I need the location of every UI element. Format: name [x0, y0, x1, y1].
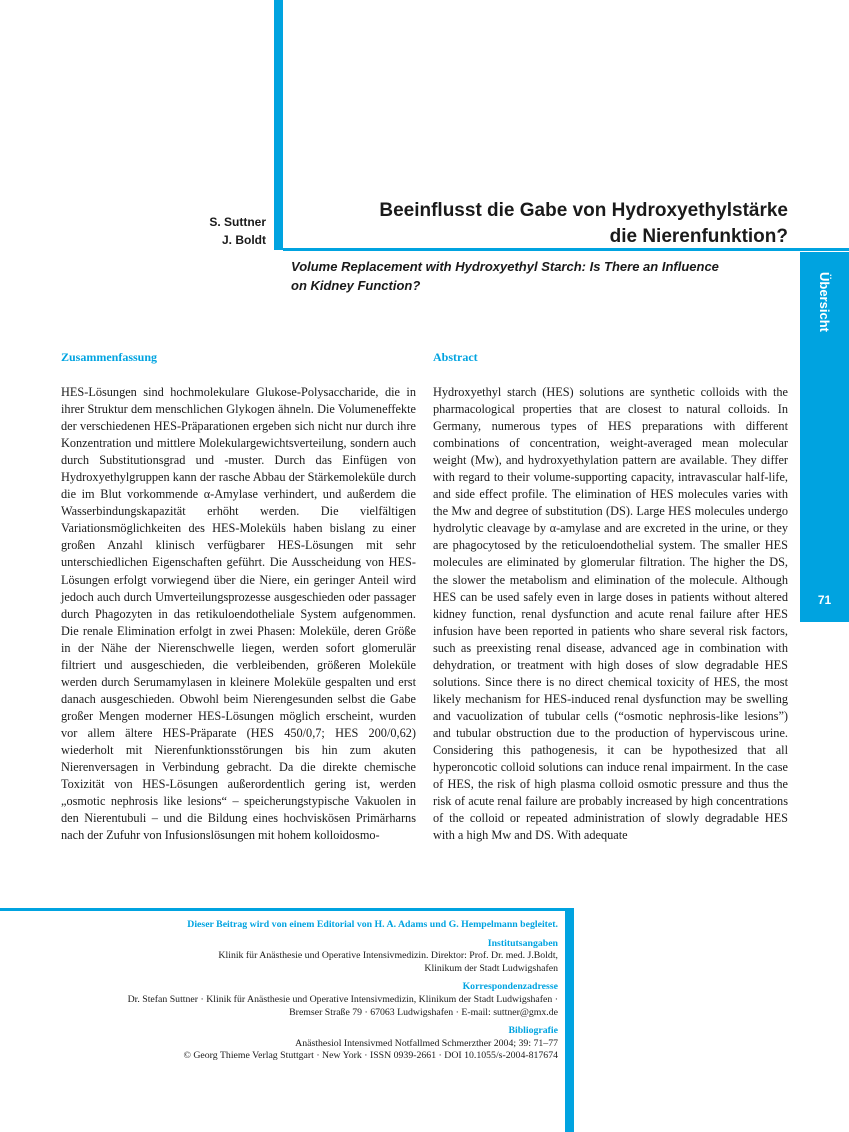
korrespondenz-line: Dr. Stefan Suttner · Klinik für Anästhesie und Operative Intensivmedizin, Klinikum der Stadt Ludwigshafen ·	[127, 993, 558, 1005]
author-name: S. Suttner	[209, 215, 266, 229]
bottom-accent-bar	[565, 908, 574, 1132]
footer-info	[18, 919, 558, 1063]
bibliografie-line: Anästhesiol Intensivmed Notfallmed Schmerzther 2004; 39: 71–77	[295, 1037, 558, 1049]
abstract-text: Hydroxyethyl starch (HES) solutions are synthetic colloids with the pharmacological properties that are closest to natural colloids. In Germany, numerous types of HES preparations with different combinations of concentration, weight-averaged mean molecular weight (Mw), and hydroxyethylation pattern are available. They differ with regard to their volume-supporting capacity, intravascular half-life, and side effect profile. The elimination of HES molecules varies with the Mw and degree of substitution (DS). Large HES molecules undergo hydrolytic cleavage by α-amylase and are excreted in the urine, or they are phagocytosed by the reticuloendothelial system. The smaller HES molecules are eliminated by glomerular filtration. The higher the DS, the slower the metabolism and elimination of the molecule. Although HES can be used safely even in large doses in patients without altered kidney function, renal dysfunction and acute renal failure after HES infusion have been reported in patients who share several risk factors, such as preexisting renal disease, advanced age in combination with dehydration, or treatment with high doses of slow degradable HES solutions. Since there is no direct chemical toxicity of HES, the most likely mechanism for HES-induced renal dysfunction may be swelling and vacuolization of tubular cells (“osmotic nephrosis-like lesions”) and tubular obstruction due to the production of hyperviscous urine. Considering this pathogenesis, it can be hypothesized that all hyperoncotic colloid solutions can induce renal impairment. In the case of HES, the risk of high plasma colloid osmotic pressure and thus the risk of acute renal failure are probably increased by high concentrations of the colloid or repeated administration of slowly degradable HES with a high Mw and DS. With adequate	[433, 385, 788, 843]
zusammenfassung-text: HES-Lösungen sind hochmolekulare Glukose-Polysaccharide, die in ihrer Struktur dem menschlichen Glykogen ähneln. Die Volumeneffekte der verschiedenen HES-Präparationen ergeben sich nicht nur durch ihre Konzentration und mittlere Molekulargewichtsverteilung, sondern auch durch Substitutionsgrad und -muster. Durch das Einfügen von Hydroxyethylgruppen kann der rasche Abbau der Stärkemoleküle durch die im Blut vorkommende α-Amylase verhindert, und außerdem die Wasserbindungskapazität erhöht werden. Die vielfältigen Variationsmöglichkeiten des HES-Moleküls haben bislang zu einer großen Anzahl klinisch verfügbarer HES-Lösungen mit sehr unterschiedlichen Eigenschaften geführt. Die Ausscheidung von HES-Lösungen erfolgt vorwiegend über die Niere, ein geringer Anteil wird jedoch auch durch Umverteilungsprozesse ausgeschieden oder passager durch Phagozyten in das retikuloendotheliale System aufgenommen. Die renale Elimination erfolgt in zwei Phasen: Moleküle, deren Größe in der Nähe der Nierenschwelle liegen, werden sofort glomerulär filtriert und ausgeschieden, die verbleibenden, größeren Moleküle werden durch Serumamylasen in kleinere Moleküle gespalten und erst danach ausgeschieden. Obwohl beim Nierengesunden selbst die Gabe großer Mengen moderner HES-Lösungen möglich erscheint, wurden vor allem ältere HES-Präparate (HES 450/0,7; HES 200/0,62) wiederholt mit Nierenfunktionsstörungen bis hin zum akuten Nierenversagen in Verbindung gebracht. Da die direkte chemische Toxizität von HES-Lösungen außerordentlich gering ist, werden „osmotic nephrosis like lesions“ – speicherungstypische Vakuolen in den Nierentubuli – und die Bildung eines hochviskösen Primärharns nach der Zufuhr von Infusionslösungen mit hohem kolloidosmo-	[61, 385, 416, 843]
abstract-heading: Abstract	[433, 350, 478, 364]
footer-rule	[0, 908, 568, 911]
section-side-tab	[800, 252, 849, 622]
author-list	[209, 213, 266, 249]
subtitle-line: on Kidney Function?	[291, 278, 421, 293]
article-title	[300, 198, 788, 250]
editorial-note: Dieser Beitrag wird von einem Editorial von H. A. Adams und G. Hempelmann begleitet.	[187, 919, 558, 930]
institut-heading: Institutsangaben	[487, 937, 558, 949]
zusammenfassung-column	[61, 384, 416, 844]
title-line: Beeinflusst die Gabe von Hydroxyethylstärke	[379, 200, 788, 221]
bibliografie-line: © Georg Thieme Verlag Stuttgart · New York · ISSN 0939-2661 · DOI 10.1055/s-2004-817674	[183, 1050, 558, 1062]
top-accent-bar	[274, 0, 283, 250]
english-title	[291, 257, 751, 295]
subtitle-line: Volume Replacement with Hydroxyethyl Starch: Is There an Influence	[291, 259, 719, 274]
korrespondenz-line: Bremser Straße 79 · 67063 Ludwigshafen · E-mail: suttner@gmx.de	[289, 1006, 558, 1018]
author-name: J. Boldt	[222, 233, 266, 247]
institut-line: Klinikum der Stadt Ludwigshafen	[424, 962, 558, 974]
korrespondenz-heading: Korrespondenzadresse	[462, 981, 558, 993]
title-line: die Nierenfunktion?	[609, 226, 788, 247]
abstract-column	[433, 384, 788, 844]
zusammenfassung-heading: Zusammenfassung	[61, 350, 158, 364]
page-number: 71	[817, 593, 832, 607]
institut-line: Klinik für Anästhesie und Operative Intensivmedizin. Direktor: Prof. Dr. med. J.Boldt,	[218, 950, 558, 962]
section-label: Übersicht	[817, 272, 832, 332]
bibliografie-heading: Bibliografie	[508, 1025, 558, 1037]
